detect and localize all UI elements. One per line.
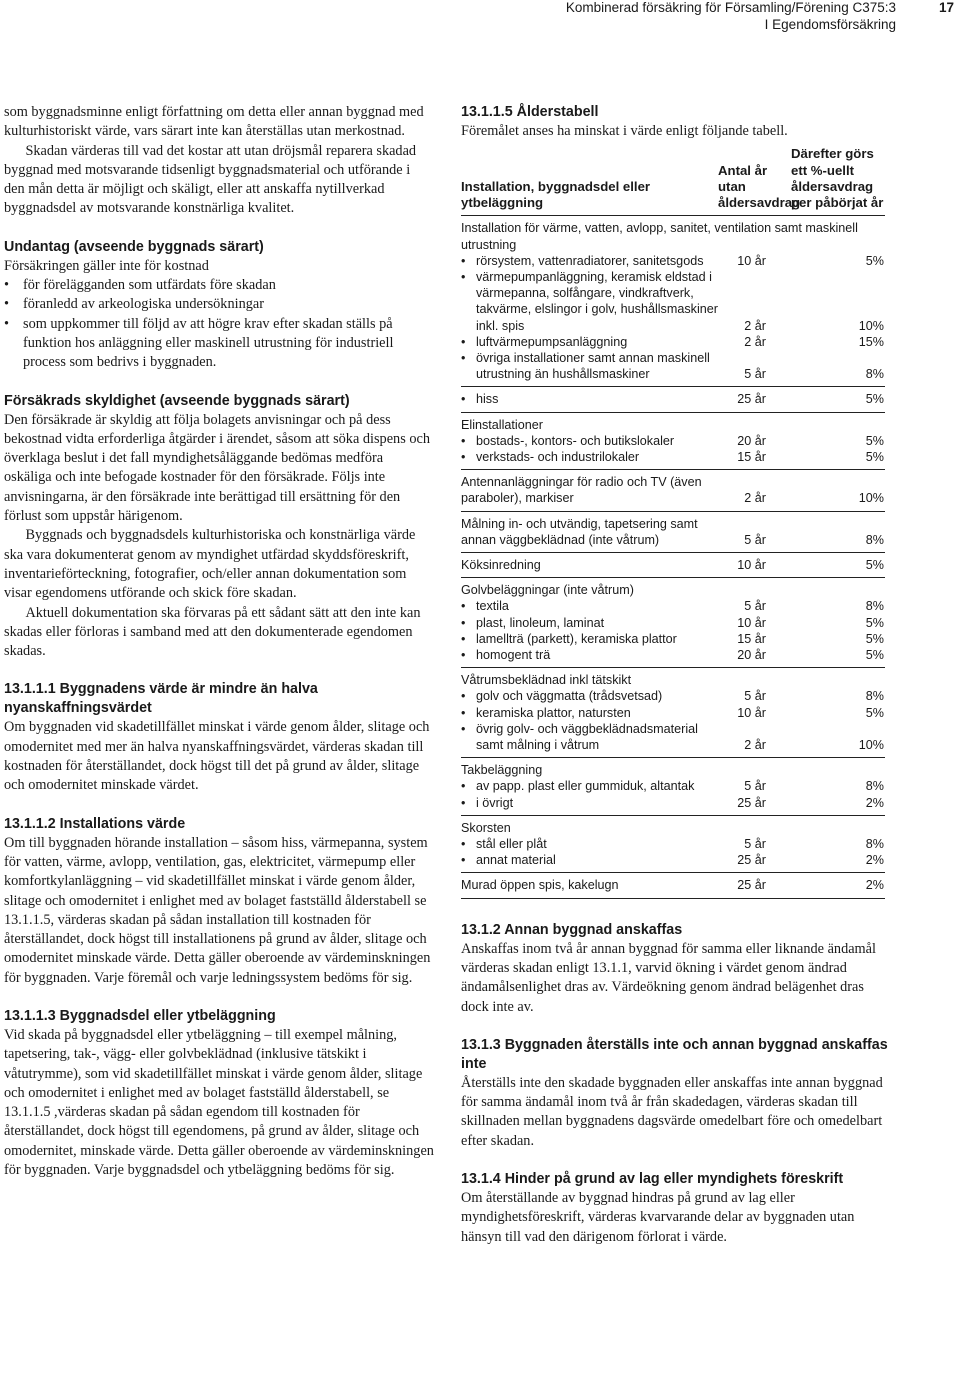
row-years: 25 år <box>737 878 766 893</box>
paragraph: Byggnads och byggnadsdels kulturhistoriska och konstnärliga värde ska vara dokumenterat genom av myndighet utfärdad skyddsföreskrift, inventarieförteckning, fotografier, och/eller annan dokumentation som visar egendomens utförande och skick före skadan. <box>4 527 416 602</box>
heading-13112: 13.1.1.2 Installations värde <box>4 815 186 832</box>
table-row <box>461 516 885 548</box>
heading-13115: 13.1.1.5 Ålderstabell <box>461 104 599 120</box>
running-title <box>566 0 896 33</box>
row-years: 5 år <box>744 689 766 704</box>
row-label: Köksinredning <box>461 557 541 572</box>
paragraph: Föremålet anses ha minskat i värde enligt följande tabell. <box>461 123 788 139</box>
table-group <box>461 758 885 816</box>
row-years: 5 år <box>744 779 766 794</box>
table-group-title: Takbeläggning <box>461 763 543 778</box>
undantag-list <box>4 276 434 372</box>
row-percent: 8% <box>865 689 884 704</box>
row-percent: 5% <box>865 392 884 407</box>
page-header <box>0 0 960 40</box>
table-row <box>461 598 885 614</box>
table-row <box>461 631 885 647</box>
row-label: • av papp. plast eller gummiduk, altantak <box>461 778 718 794</box>
heading-1314: 13.1.4 Hinder på grund av lag eller myndighets föreskrift <box>461 1170 844 1187</box>
table-row <box>461 433 885 449</box>
row-percent: 8% <box>865 599 884 614</box>
table-row <box>461 877 885 893</box>
paragraph: Om till byggnaden hörande installation – såsom hiss, värmepanna, system för vatten, värme, avlopp, ventilation, gas, elektricitet, värmepump eller komfortkylanläggning – vid skadetillfället minskat i värde genom ålder, slitage och omodernitet i enlighet med av bolaget fastställd ålderstabell se 13.1.1.5, värderas skadan på sådan installation till kostnaden för återställandet, dock högst till installationens på grund av ålder, slitage och omodernitet minskade värde. Detta gäller oberoende av värdeminskningen för byggnaden. Varje föremål och varje ledningssystem bedöms för sig. <box>4 834 431 986</box>
row-percent: 10% <box>858 737 884 752</box>
table-group <box>461 553 885 578</box>
table-row <box>461 795 885 811</box>
row-percent: 10% <box>858 491 884 506</box>
list-item: • föranledd av arkeologiska undersökningar <box>4 295 434 314</box>
heading-13113: 13.1.1.3 Byggnadsdel eller ytbeläggning <box>4 1007 276 1024</box>
row-years: 5 år <box>744 367 766 382</box>
row-years: 5 år <box>744 837 766 851</box>
table-row <box>461 778 885 794</box>
row-label: • övrig golv- och väggbeklädnadsmaterial samt målning i våtrum <box>461 721 718 753</box>
table-row <box>461 391 885 407</box>
row-years: 10 år <box>737 615 766 630</box>
table-row <box>461 474 885 506</box>
row-percent: 5% <box>865 705 884 720</box>
row-years: 15 år <box>737 631 766 646</box>
table-group <box>461 413 885 471</box>
table-row <box>461 852 885 868</box>
row-years: 2 år <box>744 491 766 506</box>
table-group-title: Elinstallationer <box>461 417 543 432</box>
list-item: • för förelägganden som utfärdats före skadan <box>4 276 434 295</box>
paragraph: som byggnadsminne enligt författning om detta eller annan byggnad med kulturhistoriskt värde, vars särart inte kan återställas utan merkostnad. <box>4 104 424 140</box>
row-percent: 15% <box>858 334 884 349</box>
row-percent: 8% <box>865 837 884 851</box>
paragraph: Den försäkrade är skyldig att följa bolagets anvisningar och på dess bekostnad vidta erforderliga åtgärder i ärendet, såsom att söka dispens och överklaga beslut i det fall myndighetsåläggande bedömas medföra oskäliga och inte befogade kostnader för den försäkrade. Följs inte anvisningarna, är den försäkrade inte berättigad till ersättning för den förlust som uppstår härigenom. <box>4 411 430 525</box>
row-percent: 2% <box>865 795 884 810</box>
table-row <box>461 253 885 269</box>
table-row <box>461 449 885 465</box>
row-percent: 8% <box>865 532 884 547</box>
heading-skyldighet: Försäkrads skyldighet (avseende byggnads särart) <box>4 392 350 409</box>
row-label: • verkstads- och industrilokaler <box>461 449 718 465</box>
heading-undantag: Undantag (avseende byggnads särart) <box>4 238 264 255</box>
right-column <box>461 103 891 1247</box>
row-percent: 8% <box>865 367 884 382</box>
row-years: 25 år <box>737 853 766 868</box>
paragraph: Skadan värderas till vad det kostar att utan dröjsmål reparera skadad byggnad med motsvarande tidsenligt byggnadsmaterial och utförande i den mån detta är möjligt och skäligt, eller att anskaffa nytillverkad byggnadsdel av motsvarande konstnärliga kvalitet. <box>4 142 417 217</box>
table-group-title: Skorsten <box>461 820 511 835</box>
row-years: 20 år <box>737 433 766 448</box>
heading-13111: 13.1.1.1 Byggnadens värde är mindre än halva nyanskaffningsvärdet <box>4 681 318 717</box>
left-column <box>4 103 434 1180</box>
row-label: • plast, linoleum, laminat <box>461 615 718 631</box>
row-years: 15 år <box>737 449 766 464</box>
row-label: • stål eller plåt <box>461 836 718 852</box>
row-label: • homogent trä <box>461 647 718 663</box>
table-row <box>461 557 885 573</box>
paragraph: Anskaffas inom två år annan byggnad för samma eller liknande ändamål värderas skadan enligt 13.1.1, varvid ökning i värdet genom ändrad ändamålsenlighet dras av. Värdeökning genom ändrad belägenhet dras dock inte av. <box>461 940 877 1015</box>
row-label: • luftvärmepumpsanläggning <box>461 334 718 350</box>
row-label: Murad öppen spis, kakelugn <box>461 878 619 893</box>
row-label: • lamellträ (parkett), keramiska plattor <box>461 631 718 647</box>
row-label: • golv och väggmatta (trådsvetsad) <box>461 688 718 704</box>
row-years: 10 år <box>737 705 766 720</box>
row-years: 5 år <box>744 599 766 614</box>
row-percent: 5% <box>865 253 884 268</box>
table-row <box>461 269 885 334</box>
table-row <box>461 836 885 852</box>
row-percent: 5% <box>865 449 884 464</box>
row-label: • i övrigt <box>461 795 718 811</box>
column-header-years: Antal år utan åldersavdrag <box>718 162 801 211</box>
table-group <box>461 470 885 511</box>
row-years: 2 år <box>744 737 766 752</box>
list-item: • som uppkommer till följd av att högre krav efter skadan ställs på funktion hos anläggning eller maskinell utrustning för industriell process som bedrivs i byggnaden. <box>4 315 434 373</box>
row-label: • rörsystem, vattenradiatorer, sanitetsgods <box>461 253 718 269</box>
row-label: • bostads-, kontors- och butikslokaler <box>461 433 718 449</box>
row-years: 20 år <box>737 647 766 662</box>
table-group <box>461 873 885 898</box>
paragraph: Försäkringen gäller inte för kostnad <box>4 257 209 274</box>
row-label: • hiss <box>461 391 718 407</box>
table-row <box>461 647 885 663</box>
table-group <box>461 387 885 412</box>
table-group <box>461 512 885 553</box>
table-row <box>461 705 885 721</box>
row-percent: 2% <box>865 853 884 868</box>
table-row <box>461 334 885 350</box>
paragraph: Aktuell dokumentation ska förvaras på ett sådant sätt att den inte kan skadas eller förloras i samband med att den dokumenterade egendomen skadas. <box>4 604 421 660</box>
page-number: 17 <box>938 0 954 15</box>
row-years: 10 år <box>737 557 766 572</box>
row-label: Målning in- och utvändig, tapetsering samt annan väggbeklädnad (inte våtrum) <box>461 516 698 547</box>
table-group <box>461 216 885 387</box>
row-percent: 10% <box>858 318 884 333</box>
row-label: • annat material <box>461 852 718 868</box>
row-percent: 5% <box>865 615 884 630</box>
column-header-item: Installation, byggnadsdel eller ytbeläggning <box>461 178 651 211</box>
row-percent: 5% <box>865 433 884 448</box>
table-group-title: Golvbeläggningar (inte våtrum) <box>461 583 634 598</box>
row-label: • textila <box>461 598 718 614</box>
table-group <box>461 668 885 758</box>
running-title-line2: I Egendomsförsäkring <box>764 17 896 32</box>
paragraph: Om byggnaden vid skadetillfället minskat i värde genom ålder, slitage och omodernitet med mer än halva nyanskaffningsvärdet, värderas skadan till kostnaden för återställandet, dock högst till det på grund av ålder, slitage och omodernitet minskade värdet. <box>4 719 430 794</box>
row-percent: 8% <box>865 779 884 794</box>
column-header-deduction: Därefter görs ett %-uellt åldersavdrag per påbörjat år <box>791 146 884 211</box>
table-row <box>461 350 885 382</box>
row-years: 25 år <box>737 392 766 407</box>
table-group <box>461 816 885 874</box>
table-row <box>461 688 885 704</box>
heading-1313: 13.1.3 Byggnaden återställs inte och annan byggnad anskaffas inte <box>461 1036 888 1072</box>
running-title-line1: Kombinerad försäkring för Församling/Förening C375:3 <box>565 0 896 15</box>
row-percent: 5% <box>865 631 884 646</box>
paragraph: Om återställande av byggnad hindras på grund av lag eller myndighetsföreskrift, värderas kvarvarande delar av byggnaden utan hänsyn till vad den därigenom förlorat i värde. <box>461 1189 855 1245</box>
row-label: Antennanläggningar för radio och TV (även paraboler), markiser <box>461 475 702 506</box>
row-years: 2 år <box>744 334 766 349</box>
table-header <box>461 145 885 216</box>
row-label: • keramiska plattor, natursten <box>461 705 718 721</box>
row-years: 10 år <box>737 253 766 268</box>
table-group-title: Våtrumsbeklädnad inkl tätskikt <box>461 673 632 688</box>
row-percent: 2% <box>865 878 884 893</box>
row-percent: 5% <box>865 557 884 572</box>
paragraph: Vid skada på byggnadsdel eller ytbeläggning – till exempel målning, tapetsering, tak-, vägg- eller golvbeklädnad (inklusive tätskikt i våtutrymme), som vid skadetillfället minskat i värde genom ålder, slitage och omodernitet i enlighet med av bolaget fastställd ålderstabell, se 13.1.1.5 ,värderas skadan på sådan egendom till kostnaden för återställandet, dock högst till egendomens, på grund av ålder, slitage och omodernitet, minskade värde. Detta gäller oberoende av värdeminskningen för byggnaden. Varje byggnadsdel och ytbeläggning bedöms för sig. <box>4 1026 434 1179</box>
row-years: 5 år <box>744 532 766 547</box>
table-body <box>461 216 885 898</box>
row-percent: 5% <box>865 647 884 662</box>
row-label: • värmepumpanläggning, keramisk eldstad i värmepanna, solfångare, vindkraftverk, takvärme, elslingor i golv, hushållsmaskiner inkl. spis <box>461 269 718 334</box>
row-label: • övriga installationer samt annan maskinell utrustning än hushållsmaskiner <box>461 350 718 382</box>
paragraph: Återställs inte den skadade byggnaden eller anskaffas inte annan byggnad för samma ändamål inom två år från skadedagen, värderas skadan till skillnaden mellan byggnadens dagsvärde omedelbart före och omedelbart efter skadan. <box>461 1074 883 1149</box>
table-row <box>461 615 885 631</box>
table-group <box>461 578 885 668</box>
row-years: 25 år <box>737 795 766 810</box>
row-years: 2 år <box>744 318 766 333</box>
table-row <box>461 721 885 753</box>
age-table <box>461 145 885 898</box>
table-group-title: Installation för värme, vatten, avlopp, sanitet, ventilation samt maskinell utrustning <box>461 221 858 252</box>
heading-1312: 13.1.2 Annan byggnad anskaffas <box>461 921 683 938</box>
